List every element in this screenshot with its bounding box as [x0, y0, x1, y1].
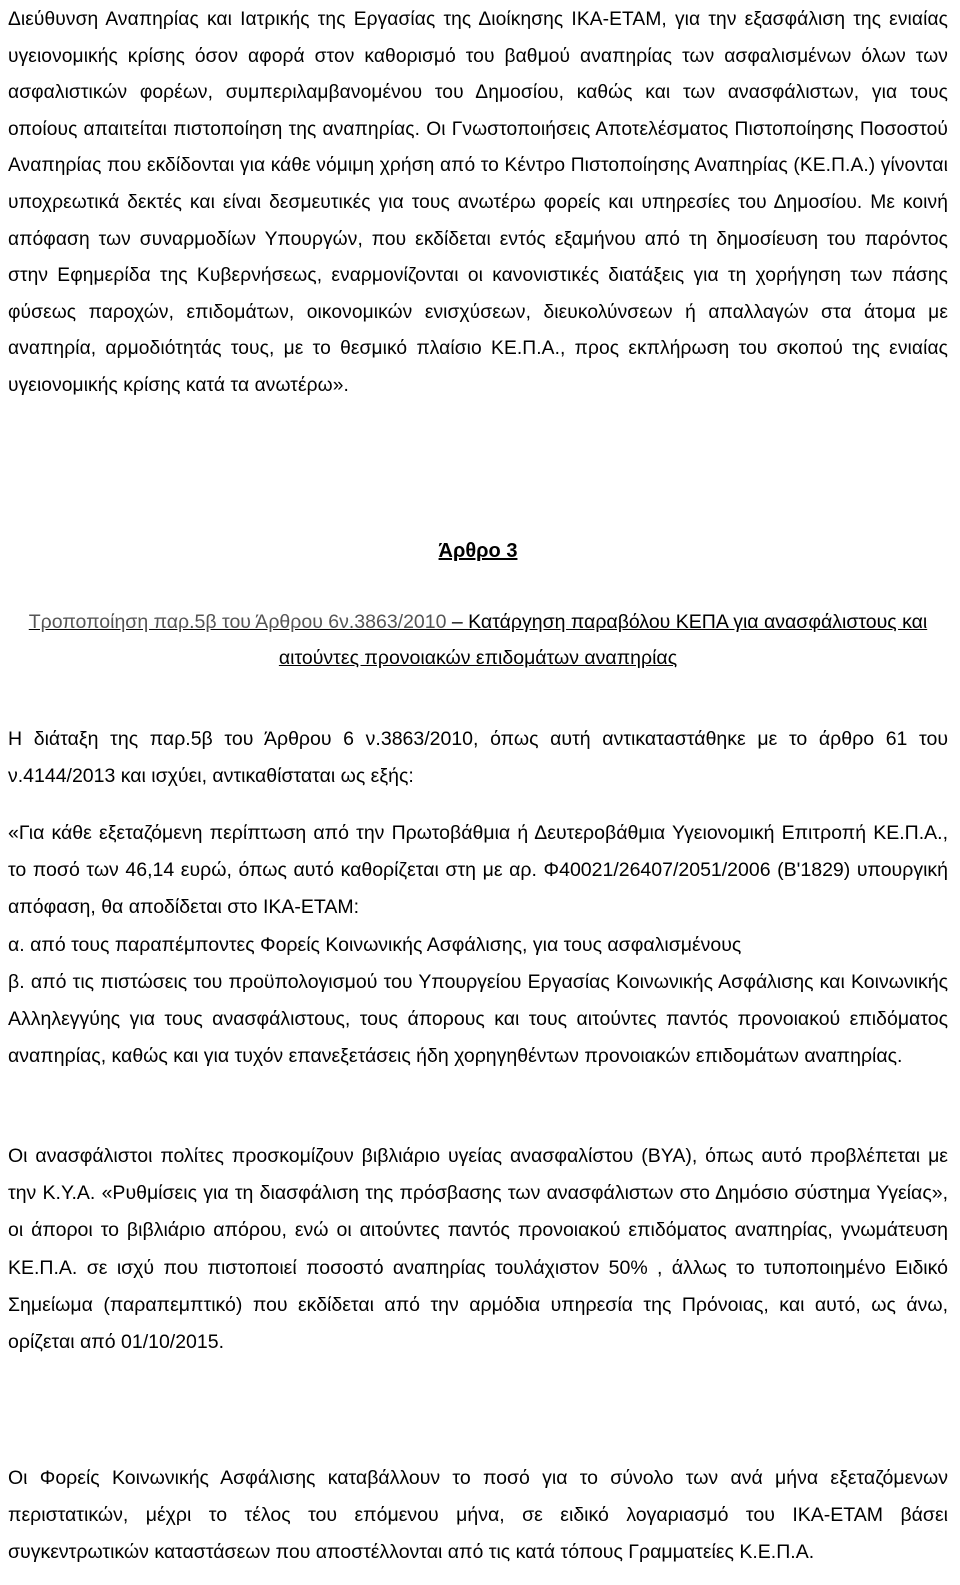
- article-heading: Άρθρο 3: [438, 540, 518, 562]
- quote-item-a: α. από τους παραπέμποντες Φορείς Κοινωνικής Ασφάλισης, για τους ασφαλισμένους: [8, 933, 742, 956]
- quote-main-paragraph: «Για κάθε εξεταζόμενη περίπτωση από την Πρωτοβάθμια ή Δευτεροβάθμια Υγειονομική Επιτροπή ΚΕ.Π.Α., το ποσό των 46,14 ευρώ, όπως αυτό καθορίζεται στη με αρ. Φ40021/26407/2051/2006 (Β'1829) υπουργική απόφαση, θα αποδίδεται στο ΙΚΑ-ΕΤΑΜ:: [8, 822, 948, 919]
- quote-item-b: β. από τις πιστώσεις του προϋπολογισμού του Υπουργείου Εργασίας Κοινωνικής Ασφάλισης και Κοινωνικής Αλληλεγγύης για τους ανασφάλιστους, τους άπορους και τους αιτούντες παντός προνοιακού επιδόματος αναπηρίας, καθώς και για τυχόν επανεξετάσεις ήδη χορηγηθέντων προνοιακών επιδομάτων αναπηρίας.: [8, 970, 948, 1068]
- subheading-title: – Κατάργηση παραβόλου ΚΕΠΑ για ανασφάλιστους και αιτούντες προνοιακών επιδομάτων αναπηρίας: [278, 611, 928, 669]
- uninsured-paragraph: Οι ανασφάλιστοι πολίτες προσκομίζουν βιβλιάριο υγείας ανασφαλίστου (ΒΥΑ), όπως αυτό προβλέπεται με την Κ.Υ.Α. «Ρυθμίσεις για τη διασφάλιση της πρόσβασης των ανασφάλιστων στο Δημόσιο σύστημα Υγείας», οι άποροι το βιβλιάριο απόρου, ενώ οι αιτούντες παντός προνοιακού επιδόματος αναπηρίας, γνωμάτευση ΚΕ.Π.Α. σε ισχύ που πιστοποιεί ποσοστό αναπηρίας τουλάχιστον 50% , άλλως το τυποποιημένο Ειδικό Σημείωμα (παραπεμπτικό) που εκδίδεται από την αρμόδια υπηρεσία της Πρόνοιας, και αυτό, ως άνω, ορίζεται από 01/10/2015.: [8, 1145, 948, 1354]
- article-subheading: [8, 604, 948, 676]
- quoted-provision: [8, 815, 948, 1075]
- subheading-amendment: Τροποποίηση παρ.5β του Άρθρου 6ν.3863/2010: [28, 611, 447, 633]
- lead-paragraph: Διεύθυνση Αναπηρίας και Ιατρικής της Εργασίας της Διοίκησης ΙΚΑ-ΕΤΑΜ, για την εξασφάλιση της ενιαίας υγειονομικής κρίσης όσον αφορά στον καθορισμό του βαθμού αναπηρίας των ασφαλισμένων όλων των ασφαλιστικών φορέων, συμπεριλαμβανομένου του Δημοσίου, καθώς και των ανασφάλιστων, για τους οποίους απαιτείται πιστοποίηση της αναπηρίας. Οι Γνωστοποιήσεις Αποτελέσματος Πιστοποίησης Ποσοστού Αναπηρίας που εκδίδονται για κάθε νόμιμη χρήση από το Κέντρο Πιστοποίησης Αναπηρίας (ΚΕ.Π.Α.) γίνονται υποχρεωτικά δεκτές και είναι δεσμευτικές για τους ανωτέρω φορείς και υπηρεσίες του Δημοσίου. Με κοινή απόφαση των συναρμοδίων Υπουργών, που εκδίδεται εντός εξαμήνου από τη δημοσίευση του παρόντος στην Εφημερίδα της Κυβερνήσεως, εναρμονίζονται οι κανονιστικές διατάξεις για τη χορήγηση των πάσης φύσεως παροχών, επιδομάτων, οικονομικών ενισχύσεων, διευκολύνσεων ή απαλλαγών στα άτομα με αναπηρία, αρμοδιότητάς τους, με το θεσμικό πλαίσιο ΚΕ.Π.Α., προς εκπλήρωση του σκοπού της ενιαίας υγειονομικής κρίσης κατά τα ανωτέρω».: [8, 9, 948, 396]
- funds-paragraph: Οι Φορείς Κοινωνικής Ασφάλισης καταβάλλουν το ποσό για το σύνολο των ανά μήνα εξεταζόμενων περιστατικών, μέχρι το τέλος του επόμενου μήνα, σε ειδικό λογαριασμό του ΙΚΑ-ΕΤΑΜ βάσει συγκεντρωτικών καταστάσεων που αποστέλλονται από τις κατά τόπους Γραμματείες Κ.Ε.Π.Α.: [8, 1467, 948, 1564]
- provision-paragraph: Η διάταξη της παρ.5β του Άρθρου 6 ν.3863/2010, όπως αυτή αντικαταστάθηκε με το άρθρο 61 του ν.4144/2013 και ισχύει, αντικαθίσταται ως εξής:: [8, 728, 948, 788]
